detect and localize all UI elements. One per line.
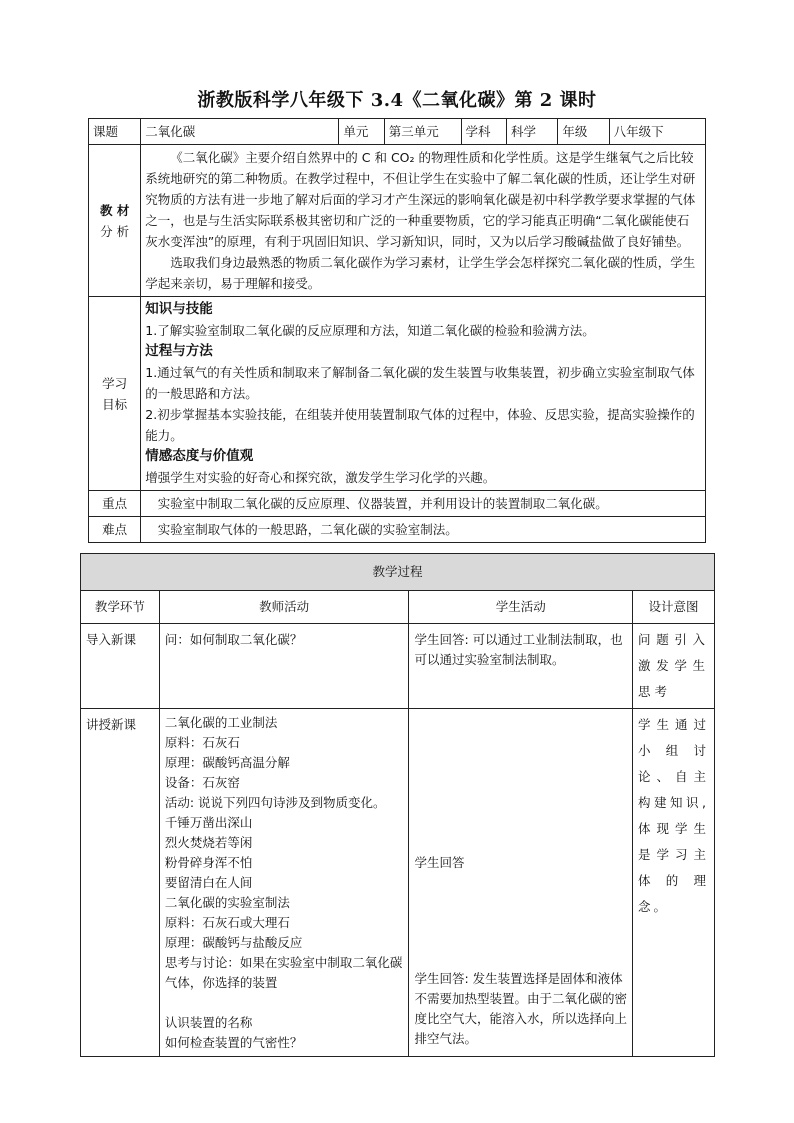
student-answer-2: 学生回答: 发生装置选择是固体和液体不需要加热型装置。由于二氧化碳的密度比空气大，能溶入水，所以选择向上排空气法。: [414, 971, 627, 1046]
header-stage: 教学环节: [81, 591, 160, 624]
analysis-row: [89, 145, 706, 297]
analysis-label: [89, 145, 141, 297]
intent-intro: 问题引入激发学生思考: [633, 624, 715, 709]
unit-label: 单元: [339, 119, 384, 145]
teacher-line: 如何检查装置的气密性？: [164, 1035, 303, 1050]
teacher-line: 烈火焚烧若等闲: [164, 835, 253, 850]
teacher-line: 二氧化碳的实验室制法: [164, 895, 290, 910]
teacher-line: 要留清白在人间: [164, 875, 253, 890]
teaching-process-table: [80, 553, 715, 1057]
goal-heading-process: 过程与方法: [145, 343, 213, 359]
teacher-line: 粉骨碎身浑不怕: [164, 855, 253, 870]
goal-heading-knowledge: 知识与技能: [145, 301, 213, 317]
difficulty-text: 实验室制取气体的一般思路，二氧化碳的实验室制法。: [141, 517, 706, 543]
goal-knowledge-1: 1.了解实验室制取二氧化碳的反应原理和方法，知道二氧化碳的检验和验满方法。: [145, 323, 595, 338]
goals-content: [141, 297, 706, 491]
student-new: [409, 709, 633, 1057]
goal-process-2: 2.初步掌握基本实验技能，在组装并使用装置制取气体的过程中，体验、反思实验，提高实验操作的能力。: [145, 407, 695, 443]
difficulty-label: 难点: [89, 517, 141, 543]
analysis-paragraph-1: 《二氧化碳》主要介绍自然界中的 C 和 CO₂ 的物理性质和化学性质。这是学生继氧气之后比较系统地研究的第二种物质。在教学过程中，不但让学生在实验中了解二氧化碳的性质，还让学生对研究物质的方法有进一步地了解对后面的学习才产生深远的影响氧化碳是初中科学教学要求掌握的气体之一，也是与生活实际联系极其密切和广泛的一种重要物质，它的学习能真正明确“二氧化碳能使石灰水变浑浊”的原理，有利于巩固旧知识、学习新知识，同时，又为以后学习酸碱盐做了良好铺垫。: [145, 150, 696, 249]
stage-intro: 导入新课: [81, 624, 160, 709]
unit-value: 第三单元: [384, 119, 461, 145]
goal-attitude-1: 增强学生对实验的好奇心和探究欲，激发学生学习化学的兴趣。: [145, 470, 496, 485]
teacher-intro: 问：如何制取二氧化碳？: [159, 624, 409, 709]
intent-new: 学生通过小组讨论、自主构建知识,体现学生是学习主体的理念。: [633, 709, 715, 1057]
difficulty-row: [89, 517, 706, 543]
teaching-process-banner: 教学过程: [81, 554, 715, 591]
analysis-label-line2: 分 析: [100, 223, 130, 239]
process-header-row: [81, 591, 715, 624]
teacher-line: 二氧化碳的工业制法: [164, 715, 278, 730]
teacher-new: [159, 709, 409, 1057]
subject-label: 学科: [461, 119, 506, 145]
teacher-line: 原理：碳酸钙高温分解: [164, 755, 290, 770]
key-point-row: [89, 491, 706, 517]
goals-row: [89, 297, 706, 491]
teacher-line: 原理：碳酸钙与盐酸反应: [164, 935, 303, 950]
grade-label: 年级: [558, 119, 609, 145]
key-point-text: 实验室中制取二氧化碳的反应原理、仪器装置，并利用设计的装置制取二氧化碳。: [141, 491, 706, 517]
topic-label: 课题: [89, 119, 141, 145]
process-row-new: [81, 709, 715, 1057]
teacher-line: 设备：石灰窑: [164, 775, 240, 790]
info-row: [89, 119, 706, 145]
student-answer-1: 学生回答: [414, 855, 465, 870]
teacher-line: 认识装置的名称: [164, 1015, 253, 1030]
page-title: 浙教版科学八年级下 3.4《二氧化碳》第 2 课时: [197, 90, 597, 111]
analysis-label-line1: 教 材: [99, 202, 130, 218]
goal-process-1: 1.通过氧气的有关性质和制取来了解制备二氧化碳的发生装置与收集装置，初步确立实验室制取气体的一般思路和方法。: [145, 365, 695, 401]
goals-label: [89, 297, 141, 491]
header-student: 学生活动: [409, 591, 633, 624]
key-point-label: 重点: [89, 491, 141, 517]
subject-value: 科学: [506, 119, 557, 145]
analysis-paragraph-2: 选取我们身边最熟悉的物质二氧化碳作为学习素材，让学生学会怎样探究二氧化碳的性质，学生学起来亲切，易于理解和接受。: [145, 255, 696, 291]
goal-heading-attitude: 情感态度与价值观: [145, 448, 254, 464]
process-row-intro: [81, 624, 715, 709]
student-intro: 学生回答: 可以通过工业制法制取，也可以通过实验室制法制取。: [409, 624, 633, 709]
goals-label-line1: 学习: [102, 375, 128, 391]
lesson-info-table: [88, 118, 706, 543]
goals-label-line2: 目标: [102, 396, 128, 412]
teacher-line: 思考与讨论：如果在实验室中制取二氧化碳气体，你选择的装置: [164, 955, 403, 990]
analysis-content: [141, 145, 706, 297]
teacher-line: 千锤万凿出深山: [164, 815, 253, 830]
teacher-line: 原料：石灰石或大理石: [164, 915, 290, 930]
grade-value: 八年级下: [609, 119, 705, 145]
stage-new: 讲授新课: [81, 709, 160, 1057]
header-teacher: 教师活动: [159, 591, 409, 624]
teacher-line: 活动: 说说下列四句诗涉及到物质变化。: [164, 795, 386, 810]
teacher-line: 原料：石灰石: [164, 735, 240, 750]
topic-value: 二氧化碳: [141, 119, 339, 145]
header-intent: 设计意图: [633, 591, 715, 624]
